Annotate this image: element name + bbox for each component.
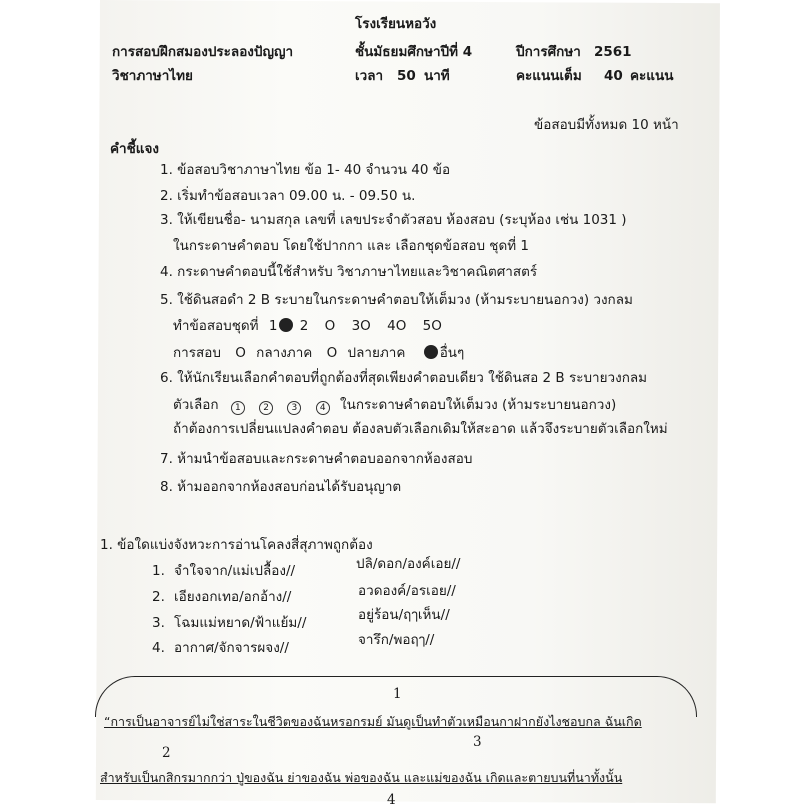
exam-option-other: อื่นๆ [439, 345, 465, 361]
set-label: ทำข้อสอบชุดที่ [173, 318, 259, 334]
instruction-6-cont: ถ้าต้องการเปลี่ยนแปลงคำตอบ ต้องลบตัวเลือกเดิมให้สะอาด แล้วจึงระบายตัวเลือกใหม่ [173, 421, 668, 437]
q1-option-4-left: อากาศ/จักจารผจง// [174, 640, 289, 656]
time-unit: นาที [424, 68, 450, 84]
q1-option-4-right: จารึก/พอฤๅ// [358, 632, 435, 648]
q1-option-1-right: ปลิ/ดอก/องค์เอย// [356, 556, 461, 572]
page-count: ข้อสอบมีทั้งหมด 10 หน้า [534, 117, 679, 133]
q1-option-4-num: 4. [152, 640, 165, 656]
q1-option-2-left: เอียงอกเทอ/อกอ้าง// [174, 589, 292, 605]
choice-label: ตัวเลือก [173, 397, 219, 413]
choice-4-icon: 4 [316, 401, 330, 415]
question-1-stem: 1. ข้อใดแบ่งจังหวะการอ่านโคลงสี่สุภาพถูกต้อง [100, 537, 373, 553]
q1-option-1-left: จำใจจาก/แม่เปลื้อง// [174, 563, 296, 579]
passage-line-2: สำหรับเป็นกสิกรมากกว่า ปู่ของฉัน ย่าของฉัน พ่อของฉัน และแม่ของฉัน เกิดและตายบนที่นาทั้งนั้น [100, 770, 623, 785]
choice-3-icon: 3 [287, 401, 301, 415]
instruction-4: 4. กระดาษคำตอบนี้ใช้สำหรับ วิชาภาษาไทยและวิชาคณิตศาสตร์ [160, 264, 538, 280]
q1-option-3-left: โฉมแม่หยาด/ฟ้าแย้ม// [174, 615, 307, 631]
exam-label: การสอบ [173, 345, 221, 361]
passage-marker-2: 2 [162, 745, 171, 761]
exam-type-row: การสอบ O กลางภาค O ปลายภาค อื่นๆ [173, 345, 465, 361]
score-value: 40 [604, 68, 623, 84]
q1-option-1-num: 1. [152, 563, 165, 579]
score-label: คะแนนเต็ม [516, 68, 582, 84]
set-option-3: 3 [351, 318, 361, 334]
score-unit: คะแนน [630, 68, 674, 84]
choice-1-icon: 1 [231, 401, 245, 415]
instruction-3-cont: ในกระดาษคำตอบ โดยใช้ปากกา และ เลือกชุดข้อสอบ ชุดที่ 1 [173, 238, 530, 254]
choice-text: ในกระดาษคำตอบให้เต็มวง (ห้ามระบายนอกวง) [340, 397, 617, 413]
instruction-2: 2. เริ่มทำข้อสอบเวลา 09.00 น. - 09.50 น. [160, 188, 416, 204]
q1-option-2-right: อวดองค์/อรเอย// [358, 583, 456, 599]
q1-option-2-num: 2. [152, 589, 165, 605]
set-option-2: 2 [299, 318, 309, 334]
q1-option-3-right: อยู่ร้อน/ฤๅเห็น// [358, 607, 450, 623]
exam-option-final: ปลายภาค [347, 345, 406, 361]
subject: วิชาภาษาไทย [112, 68, 193, 84]
exam-option-midterm: กลางภาค [256, 345, 313, 361]
filled-bubble-icon [279, 318, 293, 332]
filled-bubble-icon [424, 345, 438, 359]
set-row: ทำข้อสอบชุดที่ 1 2 O 3O 4O 5O [173, 318, 442, 334]
instruction-3: 3. ให้เขียนชื่อ- นามสกุล เลขที่ เลขประจำตัวสอบ ห้องสอบ (ระบุห้อง เช่น 1031 ) [160, 212, 627, 228]
passage-marker-4: 4 [387, 792, 396, 808]
instruction-7: 7. ห้ามนำข้อสอบและกระดาษคำตอบออกจากห้องสอบ [160, 451, 473, 467]
school-name: โรงเรียนหอวัง [355, 16, 437, 32]
choice-2-icon: 2 [259, 401, 273, 415]
set-option-4: 4 [387, 318, 396, 334]
set-option-1: 1 [268, 318, 278, 334]
instruction-1: 1. ข้อสอบวิชาภาษาไทย ข้อ 1- 40 จำนวน 40 ข้อ [160, 162, 451, 178]
instruction-5: 5. ใช้ดินสอดำ 2 B ระบายในกระดาษคำตอบให้เต็มวง (ห้ามระบายนอกวง) วงกลม [160, 292, 633, 308]
q1-option-3-num: 3. [152, 615, 165, 631]
year-label: ปีการศึกษา [516, 44, 581, 60]
year-value: 2561 [594, 44, 632, 60]
passage-marker-3: 3 [473, 734, 482, 750]
instruction-8: 8. ห้ามออกจากห้องสอบก่อนได้รับอนุญาต [160, 479, 402, 495]
instructions-title: คำชี้แจง [110, 141, 159, 157]
time-value: 50 [397, 68, 416, 84]
passage-line-1: “การเป็นอาจารย์ไม่ใช่สาระในชีวิตของฉันหรอกรมย์ มันดูเป็นทำตัวเหมือนกาฝากยังไงชอบกล ฉันเกิด [104, 714, 642, 729]
exam-title: การสอบฝึกสมองประลองปัญญา [112, 44, 294, 60]
time-label: เวลา [355, 68, 384, 84]
grade-level: ชั้นมัธยมศึกษาปีที่ 4 [355, 44, 473, 60]
choice-row [173, 397, 616, 415]
instruction-6: 6. ให้นักเรียนเลือกคำตอบที่ถูกต้องที่สุดเพียงคำตอบเดียว ใช้ดินสอ 2 B ระบายวงกลม [160, 370, 648, 386]
set-option-5: 5 [422, 318, 432, 334]
passage-marker-1: 1 [393, 686, 402, 702]
